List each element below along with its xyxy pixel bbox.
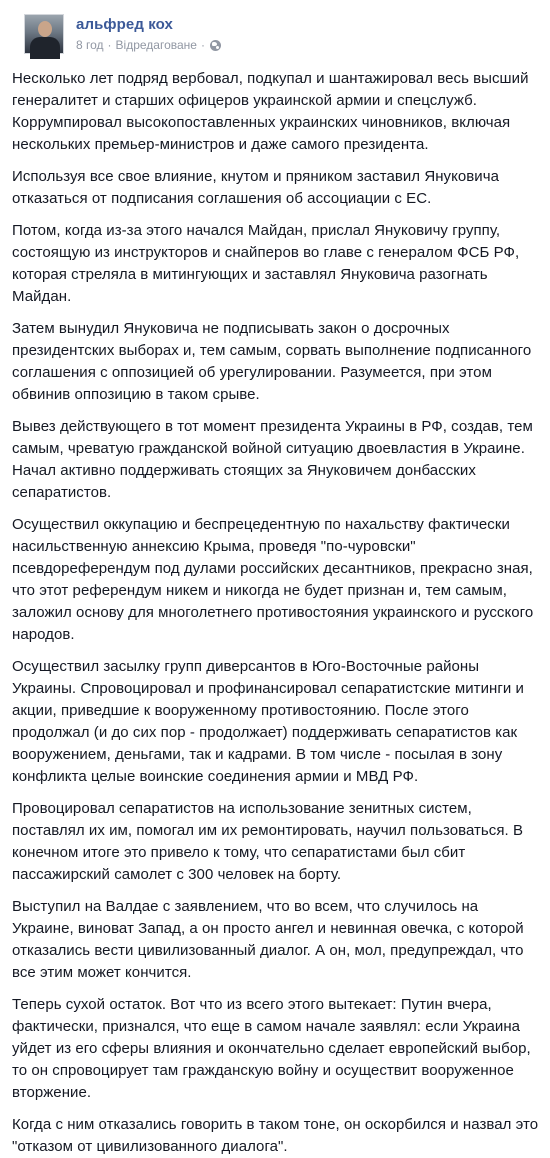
post-paragraph: Осуществил засылку групп диверсантов в Юго-Восточные районы Украины. Спровоцировал и профинансировал сепаратистские митинги и акции, приведшие к вооруженному противостоянию. После этого продолжал (и до сих пор - продолжает) поддерживать сепаратистов как вооружением, деньгами, так и кадрами. В том числе - посылая в зону конфликта целые воинские соединения армии и МВД РФ. <box>12 658 524 785</box>
post-body <box>12 62 540 1158</box>
post-meta <box>76 38 221 52</box>
post-paragraph: Провоцировал сепаратистов на использование зенитных систем, поставлял их им, помогал им их ремонтировать, научил пользоваться. В конечном итоге это привело к тому, что сепаратистами был сбит пассажирский самолет с 300 человек на борту. <box>12 800 524 883</box>
post-header <box>12 0 540 62</box>
post-paragraph: Вывез действующего в тот момент президента Украины в РФ, создав, тем самым, чреватую гражданской войной ситуацию двоевластия в Украине. Начал активно поддерживать стоящих за Януковичем донбасских сепаратистов. <box>12 418 533 501</box>
meta-separator: · <box>200 38 205 52</box>
author-name-link[interactable]: альфред кох <box>76 16 173 33</box>
post-timestamp[interactable]: 8 год <box>76 38 104 52</box>
avatar-head-shape <box>38 21 52 37</box>
post-paragraph: Несколько лет подряд вербовал, подкупал и шантажировал весь высший генералитет и старших офицеров украинской армии и спецслужб. Коррумпировал высокопоставленных украинских чиновников, включая нескольких премьер-министров и даже самого президента. <box>12 70 529 153</box>
post-paragraph: Затем вынудил Януковича не подписывать закон о досрочных президентских выборах и, тем самым, сорвать выполнение подписанного соглашения с оппозицией об урегулировании. Разумеется, при этом обвинив оппозицию в таком срыве. <box>12 320 532 403</box>
post-paragraph: Теперь сухой остаток. Вот что из всего этого вытекает: Путин вчера, фактически, признался, что еще в самом начале заявлял: если Украина уйдет из его сферы влияния и окончательно сделает европейский выбор, то он спровоцирует там гражданскую войну и осуществит вооруженное вторжение. <box>12 996 531 1101</box>
globe-icon[interactable] <box>210 40 221 51</box>
post-paragraph: Потом, когда из-за этого начался Майдан, прислал Януковичу группу, состоящую из инструкторов и снайперов во главе с генералом ФСБ РФ, которая стреляла в митингующих и заставлял Януковича разогнать Майдан. <box>12 222 520 305</box>
post-paragraph: Используя все свое влияние, кнутом и пряником заставил Януковича отказаться от подписания соглашения об ассоциации с ЕС. <box>12 168 499 207</box>
post-paragraph: Выступил на Валдае с заявлением, что во всем, что случилось на Украине, виноват Запад, а он просто ангел и невинная овечка, с которой отказались вести цивилизованный диалог. А он, мол, предупреждал, что все этим может кончится. <box>12 898 524 981</box>
post-paragraph: Осуществил оккупацию и беспрецедентную по нахальству фактически насильственную аннексию Крыма, проведя "по-чуровски" псевдореферендум под дулами российских десантников, прекрасно зная, что этот референдум никем и никогда не будет признан и, тем самым, заложил основу для многолетнего противостояния украинского и русского народов. <box>12 516 534 643</box>
post-paragraph: Когда с ним отказались говорить в таком тоне, он оскорбился и назвал это "отказом от цивилизованного диалога". <box>12 1116 539 1155</box>
edited-label[interactable]: Відредаговане <box>115 38 197 52</box>
avatar-body-shape <box>30 37 60 59</box>
avatar[interactable] <box>24 14 64 54</box>
meta-separator: · <box>107 38 112 52</box>
